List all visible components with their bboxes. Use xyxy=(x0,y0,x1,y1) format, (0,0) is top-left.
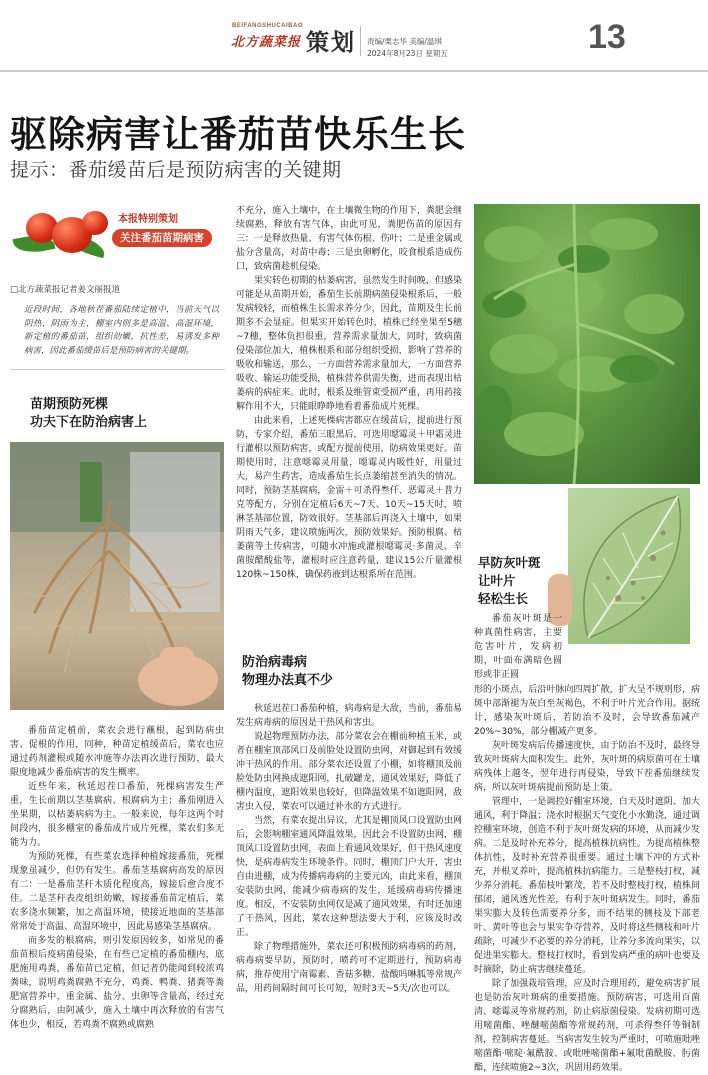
paragraph: 除了物理措施外，菜农还可积极预防病毒病的药剂，病毒病要早防，预防时，喷药可不定期进行，预防病毒病，推荐使用宁南霉素、香菇多糖、盐酸吗啉胍等常规产品，用药间隔时间可长可短，短时3天~5天/次也可以。 xyxy=(236,942,462,994)
masthead xyxy=(0,0,708,78)
paragraph: 当然，有菜农提出异议，尤其是棚顶风口设置防虫网后，会影响棚室通风降温效果，因此会不设置防虫网，棚顶风口设置防虫网，表面上看通风效果好，但干热风速度快，是病毒病发生环境条件。同时，棚顶门户大开，害虫自由进棚，成为传播病毒病的主要元凶，由此来看，棚顶安装防虫网，能减少病毒病的发生，延缓病毒病传播速度。相反，不安装防虫网仅是减了通风效果，有时还加速了干热风，因此，菜农这种想法要大于利，应该及时改正。 xyxy=(236,816,462,938)
section3-title: 早防灰叶斑 让叶片 轻松生长 xyxy=(478,555,541,606)
badge-line1: 本报特别策划 xyxy=(118,214,178,225)
tomato-icon xyxy=(82,211,108,235)
headline: 驱除病害让番茄苗快乐生长 xyxy=(10,113,466,156)
paragraph: 管理中，一是调控好棚室环境，白天及时遮阴、加大通风，利于降温；浇水时根据天气变化小水勤浇，通过调控棚室环境，创造不利于灰叶斑发病的环境，从而减少发病。二是及时补充养分，提高植株抗病性。为提高植株整体抗性，及时补充营养很重要。通过土壤下冲的方式补充，并根叉养叶，提高植株抗病能力。三是整枝打杈，减少养分消耗。番茄枝叶繁茂，若不及时整枝打杈，植株间郁闭，通风透光性差，有利于灰叶斑病发生。同时，番茄果实膨大及转色需要养分多，而不结果的侧枝及下部老叶、黄叶等也会与果实争夺营养，及时将这些侧枝和叶片疏除，可减少不必要的养分消耗，让养分多流向果实，以促进果实膨大。整枝打杈时，看到发病严重的病叶也要及时摘除，防止病害继续蔓延。 xyxy=(474,797,700,975)
paragraph: 而多发的根腐病，则引发原因较多，如常见的番茄苗根后疫病菌侵染，在有些已定植的番茄棚内，底肥施用鸡粪，番茄苗已定植，但记者仍能闻到较浓鸡粪味，说明鸡粪腐熟不充分，鸡粪、鸭粪、猪粪等粪肥富营养中，重金属、盐分、虫卵等含量高，经过充分腐熟后，由阿减少，施入土壤中再次释放的有害气体也少，相反，若鸡粪不腐熟或腐熟 xyxy=(10,936,224,1030)
section1-title: 苗期预防死棵 功夫下在防治病害上 xyxy=(30,397,148,430)
editors-credit: 责编/栗志华 美编/温琪 xyxy=(367,37,442,46)
masthead-logo: 北方蔬菜报 xyxy=(231,35,302,50)
section3-body xyxy=(474,683,700,1073)
paragraph: 灰叶斑发病后传播速度快，由于防治不及时，最终导致灰叶斑病大面积发生。此外，灰叶斑的病原菌可在土壤病残体上越冬，翌年进行再侵染，导致下茬番茄继续发病，所以灰叶斑病提前预防是上策。 xyxy=(474,741,700,793)
plant-illustration xyxy=(474,204,700,484)
issue-date: 2024年8月23日 星期五 xyxy=(367,49,448,58)
tomato-plant-photo xyxy=(474,204,700,484)
page-number: 13 xyxy=(588,18,626,56)
paragraph: 番茄灰叶斑是一种真菌性病害，主要危害叶片，发病初期，叶面布满暗色圆形或非正圆 xyxy=(474,614,562,680)
section2-title: 防治病毒病 物理办法真不少 xyxy=(242,655,334,688)
paragraph: 果实转色初期的枯萎病害，虽然发生时间晚，但感染可能是从苗期开始，番茄生长前期病菌侵染根系后，一般发病较轻，而植株生长需求养分少，因此，苗期及生长前期多不会显症。但果实开始转色时，植株已经坐果至5穗~7穗，整体负担很重，营养需求量加大，同时，致病菌侵染部位加大，植株根系和部分组织受损，影响了营养的吸收和输送，那么，一方面营养需求量加大，一方面营养吸收、输运功能受损，植株营养供需失衡，进而表现出枯萎病的病症来。此时，根系及维管束受损严重，再用药接解作用不大，只能眼睁睁地看着番茄成片死棵。 xyxy=(236,276,462,412)
section-label: 策划 xyxy=(306,30,356,56)
badge-line2: 关注番茄苗期病害 xyxy=(112,229,212,247)
paragraph: 除了加强栽培管理，应及时合理用药，避免病害扩展也是防治灰叶斑病的重要措施。预防病害，可选用百菌清、噁霉灵等常规药剂，防止病原菌侵染。发病初期可选用嘧菌酯、唑醚嘧菌酯等常规药剂，可杀得叁仟等铜制剂，控制病害蔓延。当病害发生较为严重时，可喷施吡唑嘧菌酯·嘧啶·氟酰胺、或吡唑嘧菌酯+氟吡菌酰胺、肟菌酯，连续喷施2~3次，巩固用药效果。 xyxy=(474,979,700,1073)
paragraph: 为预防死棵，有些菜农选择种植嫁接番茄，死棵现象虽减少，但仍有发生。番茄茎基腐病高发的原因有二：一是番茄茎秆木质化程度高，嫁接后愈合度不佳。二是茎秆表皮组织幼嫩，嫁接番茄苗定植后，菜农多浇水频繁，加之高温环境，使接近地面的茎基部常常处于高温、高湿环境中，因此易感染茎基腐病。 xyxy=(10,852,224,932)
feature-badge xyxy=(12,205,217,265)
masthead-divider xyxy=(360,26,361,56)
paragraph: 由此来看，上述死棵病害都应在缓苗后，提前进行预防，专家介绍，番茄三眼黑后，可选用噁霉灵＋甲霜灵进行灌根以预防病害，或配方提前使用，防病效果更好。苗期使用时，注意噁霉灵用量，噁霉灵内吸性好，用量过大，易产生药害，造成番茄生长点萎缩甚至消失的情况。同时，预防茎基腐病，金雷＋可杀得叁仟、恶霉灵＋普力克等配方，分别在定植后6天~7天、10天~15天时，喷淋茎基部位置，防效很好。茎基部后再浇入土壤中，如果阴雨天气多，建议喷施两次，预防效果好。预防根腐、枯萎菌等土传病害，可随水冲施或灌根噁霉灵·多菌灵、辛菌胺醋酸盐等，灌根时应注意药量，建议15公斤量灌根120株~150株，确保药液到达根系所在范围。 xyxy=(236,416,462,580)
lead-paragraph: 近段时间，各地秋茬番茄陆续定植中，当前天气以阴热、阴雨为主，棚室内则多是高温、高湿环境，新定植的番茄苗，组织幼嫩，抗性差，易诱发多种病害，因此番茄缓苗后是预防病害的关键期。 xyxy=(24,305,219,356)
paragraph: 番茄苗定植前，菜农会进行蘸根，起到防病虫害、促根的作用，同种，种苗定植缓苗后，菜农也应通过药剂灌根或随水冲施等办法再次进行预防，最大限度地减少番茄病害的发生概率。 xyxy=(10,726,224,778)
subheadline: 提示：番茄缓苗后是预防病害的关键期 xyxy=(10,159,342,181)
section1-column-2 xyxy=(236,204,462,628)
paragraph: 说起物理预防办法，部分菜农会在棚前种植玉米，或者在棚室顶部风口及前脸处设置防虫网，对御起到有效缓冲干热风的作用。部分菜农还设置了小棚，如将棚顶及前脸处防虫网换成遮阳网，扎破罐龙，通风效果好，降低了棚内温度，遮阳效果也较好，但降温效果不如遮阳网，敌害虫入侵，菜农可以通过补水的方式进行。 xyxy=(236,732,462,812)
section2-body xyxy=(236,702,462,1064)
paragraph: 秋延迟茬口番茄种植，病毒病是大敌，当前，番茄易发生病毒病的原因是干热风和害虫。 xyxy=(236,704,462,728)
paragraph: 不充分，施入土壤中，在土壤微生物的作用下，粪肥会继续腐熟，释放有害气体，由此可见，粪肥伤苗的原因有三：一是释放热量、有害气体伤根、伤叶；二是重金属或盐分含量高，对苗中毒；三是虫卵孵化，咬食根系造成伤口，致病菌趁机侵染。 xyxy=(236,206,462,272)
diseased-leaf-photo xyxy=(566,486,692,646)
byline: □北方蔬菜报记者姜文丽报道 xyxy=(10,285,121,295)
section3-intro xyxy=(474,612,562,692)
paragraph: 近些年来，秋延迟茬口番茄，死棵病害发生严重，生长前期以茎基腐病、根腐病为主；番茄刚进入坐果期，以枯萎病病为主。一般来说，每年这两个时间段内，很多棚室的番茄成片成片死棵，菜农们多无能为力。 xyxy=(10,782,224,848)
paragraph: 形的小斑点，后沿叶脉向四周扩散，扩大呈不规则形，病斑中部渐褪为灰白至灰褐色，不利于叶片光合作用。据统计，感染灰叶斑后，若防治不及时，会导致番茄减产20%~30%，部分棚减产更多。 xyxy=(474,685,700,737)
masthead-pinyin: BEIFANGSHUCAIBAO xyxy=(232,23,304,29)
uprooted-seedling-photo xyxy=(10,442,224,710)
section1-column-1 xyxy=(10,724,224,1064)
root-illustration xyxy=(10,442,224,710)
masthead-rule xyxy=(0,70,708,72)
leaf-spot-illustration xyxy=(568,488,694,648)
